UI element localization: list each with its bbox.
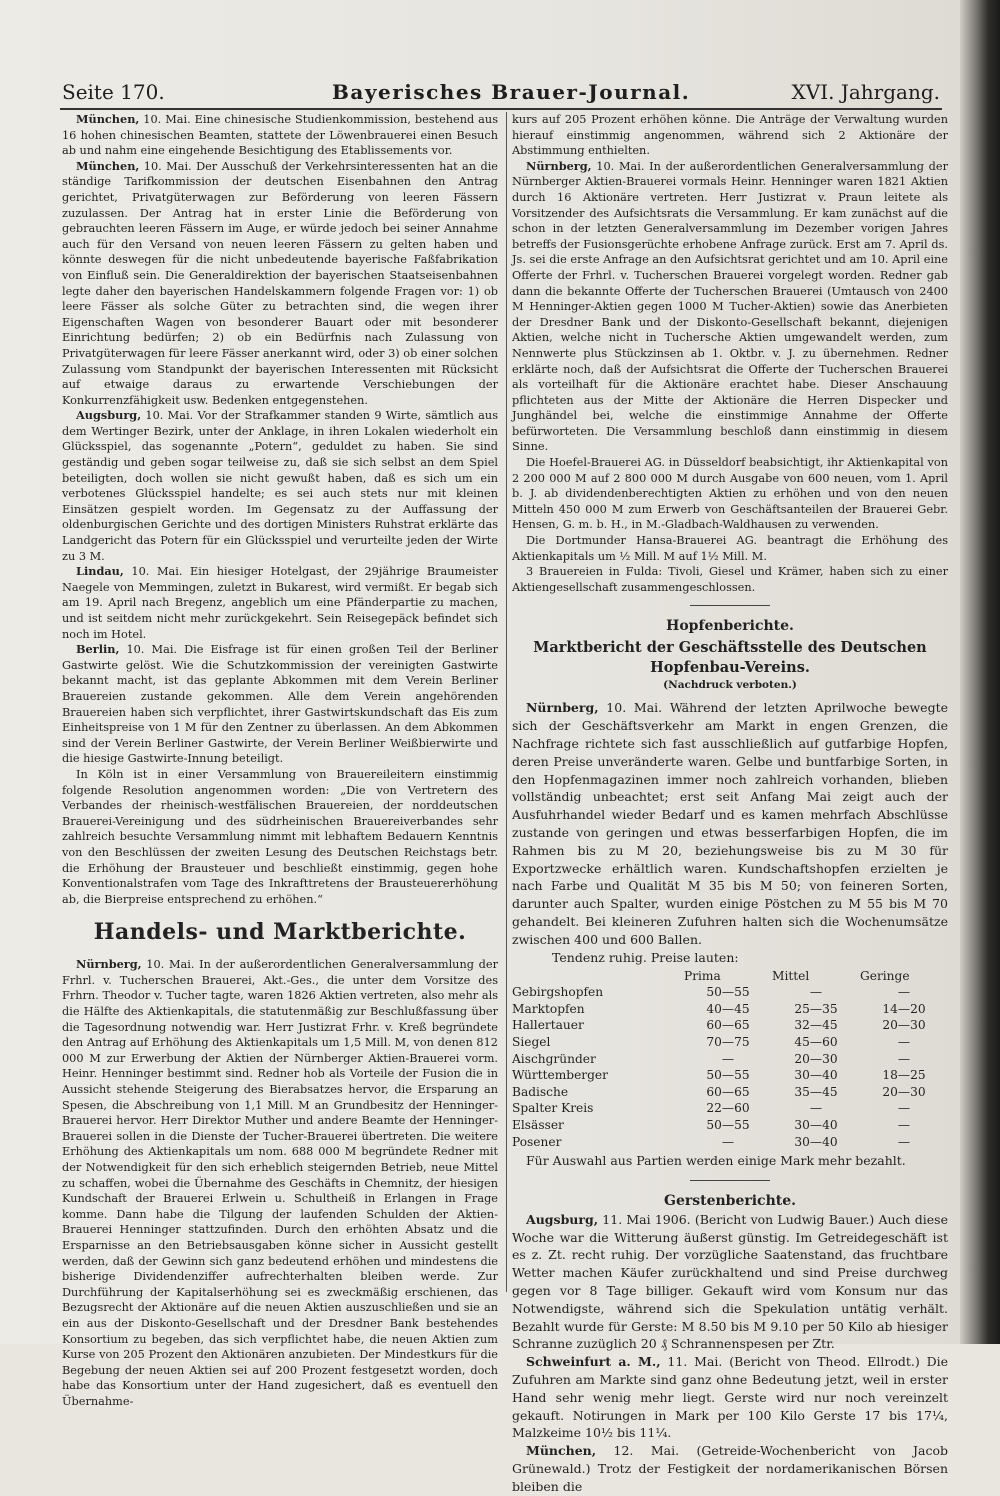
- article-hops-nuernberg: [512, 699, 948, 948]
- hops-note: (Nachdruck verboten.): [663, 679, 797, 692]
- article-barley-schweinfurt: [512, 1353, 948, 1442]
- article-text: 10. Mai. Vor der Strafkammer standen 9 Wirte, sämtlich aus dem Wertinger Bezirk, unter der Anklage, in ihren Lokalen wiederholt ein Glücksspiel, das sogenannte „Potern“, geduldet zu haben. Sie sind geständig und geben sogar teilweise zu, daß sie sich selbst an dem Spiel beteiligten, doch wollen sie nicht gewußt haben, daß es sich um ein verbotenes Glücksspiel handelte; es sei auch stets nur mit kleinen Einsätzen gespielt worden. Im Gegensatz zu der Auffassung der oldenburgischen Gerichte und des dortigen Ministers Ruhstrat erklärte das Landgericht das Potern für ein Glücksspiel und verurteilte jeden der Wirte zu 3 M.: [62, 409, 498, 563]
- dateline: Lindau,: [76, 564, 124, 579]
- price-cell: —: [897, 985, 911, 1000]
- dateline: Nürnberg,: [526, 158, 592, 173]
- hop-variety-cell: Württemberger: [512, 1068, 608, 1083]
- table-header-cell: [512, 968, 684, 985]
- article-berlin: [62, 642, 498, 767]
- article-text: 11. Mai. (Bericht von Theod. Ellrodt.) Die Zufuhren am Markte sind ganz ohne Bedeutung jetzt, weil in erster Hand sehr wenig mehr liegt. Gerste wird nur noch vereinzelt gekauft. Notirungen in Mark per 100 Kilo Gerste 17 bis 17¼, Malzkeime 10½ bis 11¼.: [512, 1354, 948, 1441]
- price-cell: 35—45: [794, 1084, 838, 1099]
- article-nuernberg-tucher: [62, 957, 498, 1409]
- right-column: [512, 112, 948, 1496]
- price-cell: —: [897, 1051, 911, 1066]
- table-row: [512, 1051, 948, 1068]
- price-cell: 45—60: [794, 1034, 838, 1049]
- price-cell: 18—25: [882, 1068, 926, 1083]
- table-row: [512, 1034, 948, 1051]
- article-text: 10. Mai. In der außerordentlichen Generalversammlung der Frhrl. v. Tucherschen Brauerei, Akt.-Ges., die unter dem Vorsitze des Frhrn. Theodor v. Tucher tagte, waren 1826 Aktien vertreten, also mehr als die Hälfte des Aktienkapitals, die statutenmäßig zur Beschlußfassung über die Tagesordnung notwendig war. Herr Justizrat Frhr. v. Kreß begründete den Antrag auf Erhöhung des Aktienkapitals um 1,5 Mill. M, von denen 812 000 M zur Erwerbung der Aktien der Nürnberger Aktien-Brauerei vorm. Heinr. Henninger bestimmt sind. Redner hob als Vorteile der Fusion die in Aussicht stehende Steigerung des Bierabsatzes hervor, die Ersparung an Spesen, die Abschreibung von 1,1 Mill. M an Grundbesitz der Henninger-Brauerei hervor. Herr Direktor Muther und andere Beamte der Henninger-Brauerei sollen in die Dienste der Tucher-Brauerei übertreten. Die weitere Erhöhung des Aktienkapitals um nom. 688 000 M begründete Redner mit der Notwendigkeit für den sich erheblich steigernden Betrieb, neue Mittel zu schaffen, wobei die Übernahme des Geschäfts in Chemnitz, der hiesigen Kundschaft der Brauerei Erlwein u. Schultheiß in Erlangen in Frage komme. Dann habe die Tilgung der laufenden Schulden der Aktien-Brauerei Henninger stattzufinden. Durch den erhöhten Absatz und die Ersparnisse an den Betriebsausgaben könne sicher in Aussicht gestellt werden, daß der Gewinn sich ganz bedeutend erhöhen und mindestens die bisherige Dividendenziffer aufrechterhalten bleiben werde. Zur Durchführung der Kapitalserhöhung sei es zweckmäßig erschienen, das Bezugsrecht der Aktionäre auf die neuen Aktien auszuschließen und sie an ein aus der Diskonto-Gesellschaft und der Dresdner Bank bestehendes Konsortium zu begeben, das sich verpflichtet habe, die neuen Aktien zum Kurse von 205 Prozent den Aktionären anzubieten. Der Mindestkurs für die Begebung der neuen Aktien sei auf 200 Prozent festgesetzt worden, doch habe das Konsortium unter der Hand zugesichert, daß es eventuell den Übernahme-: [62, 958, 498, 1408]
- article-munich-tariff: [62, 159, 498, 409]
- article-text: 12. Mai. (Getreide-Wochenbericht von Jacob Grünewald.) Trotz der Festigkeit der nordamerikanischen Börsen bleiben die: [512, 1443, 948, 1494]
- price-cell: —: [721, 1051, 735, 1066]
- price-cell: —: [897, 1134, 911, 1149]
- table-row: [512, 1134, 948, 1151]
- section-title-trade: Handels- und Marktberichte.: [93, 919, 467, 946]
- price-cell: 20—30: [882, 1018, 926, 1033]
- column-divider: [506, 112, 507, 1292]
- table-row: [512, 1100, 948, 1117]
- hop-price-table: [512, 968, 948, 1151]
- price-cell: 30—40: [794, 1068, 838, 1083]
- price-cell: 40—45: [706, 1001, 750, 1016]
- hops-footer-text: Für Auswahl aus Partien werden einige Mark mehr bezahlt.: [526, 1153, 906, 1169]
- section-rule: [690, 1180, 770, 1181]
- section-title-hops: Hopfenberichte.: [666, 618, 794, 635]
- hop-variety-cell: Elsässer: [512, 1117, 564, 1132]
- article-hansa: Die Dortmunder Hansa-Brauerei AG. beantragt die Erhöhung des Aktienkapitals um ½ Mill. M auf 1½ Mill. M.: [512, 534, 948, 563]
- table-header-cell: Mittel: [772, 968, 810, 983]
- page-header: [62, 78, 940, 106]
- dateline: Augsburg,: [526, 1211, 599, 1227]
- volume-label: XVI. Jahrgang.: [791, 80, 940, 104]
- price-cell: —: [809, 1101, 823, 1116]
- hop-variety-cell: Siegel: [512, 1034, 551, 1049]
- table-row: [512, 1001, 948, 1018]
- hop-variety-cell: Gebirgshopfen: [512, 985, 604, 1000]
- dateline: München,: [526, 1443, 597, 1459]
- article-text: 10. Mai. In der außerordentlichen Generalversammlung der Nürnberger Aktien-Brauerei vormals Heinr. Henninger waren 1821 Aktien durch 16 Aktionäre vertreten. Herr Justizrat v. Praun leitete als Vorsitzender des Aufsichtsrats die Versammlung. Er kam zunächst auf die schon in der letzten Generalversammlung im Dezember vorigen Jahres betreffs der Fusionsgerüchte erhobene Anfrage zurück. Erst am 7. April ds. Js. sei die erste Anfrage an den Aufsichtsrat gerichtet und am 10. April eine Offerte der Frhrl. v. Tucherschen Brauerei vorgelegt worden. Redner gab dann die bekannte Offerte der Tucherschen Brauerei (Umtausch von 2400 M Henninger-Aktien gegen 1000 M Tucher-Aktien) sowie das Anerbieten der Dresdner Bank und der Diskonto-Gesellschaft bekannt, diejenigen Aktien, welche nicht in Tuchersche Aktien umgewandelt werden, zum Nennwerte plus Stückzinsen ab 1. Oktbr. v. J. zu übernehmen. Redner erklärte noch, daß der Aufsichtsrat die Offerte der Tucherschen Brauerei als vorteilhaft für die Aktionäre erachtet habe. Dieser Anschauung pflichteten aus der Mitte der Aktionäre die Herren Dispecker und Junghändel bei, welche die einstimmige Annahme der Offerte befürworteten. Die Versammlung beschloß dann einstimmig in diesem Sinne.: [512, 159, 948, 454]
- price-cell: 50—55: [706, 1068, 750, 1083]
- article-koeln: In Köln ist in einer Versammlung von Brauereileitern einstimmig folgende Resolution angenommen worden: „Die von Vertretern des Verbandes der rheinisch-westfälischen Brauereien, der norddeutschen Brauerei-Vereinigung und des südrheinischen Brauereiverbandes sehr zahlreich besuchte Versammlung nimmt mit lebhaftem Bedauern Kenntnis von den Beschlüssen der zweiten Lesung des Deutschen Reichstags betr. die Erhöhung der Brausteuer und beschließt einstimmig, gegen hohe Konventionalstrafen vom Tage des Inkrafttretens der Brausteuererhöhung ab, die Bierpreise entsprechend zu erhöhen.“: [62, 767, 498, 906]
- hop-variety-cell: Badische: [512, 1084, 569, 1099]
- article-text: 10. Mai. Während der letzten Aprilwoche bewegte sich der Geschäftsverkehr am Markt in engen Grenzen, die Nachfrage richtete sich fast ausschließlich auf gutfarbige Hopfen, deren Preise unveränderte waren. Gelbe und buntfarbige Sorten, in den Hopfenmagazinen immer noch zahlreich vorhanden, blieben vollständig unbeachtet; erst seit Anfang Mai zeigt auch der Ausfuhrhandel wieder Bedarf und es kamen mehrfach Abschlüsse zustande von geringen und etwas besserfarbigen Hopfen, die im Rahmen bis zu M 20, beziehungsweise bis zu M 30 für Exportzwecke erhältlich waren. Kundschaftshopfen erzielten je nach Farbe und Qualität M 35 bis M 50; von feineren Sorten, darunter auch Spalter, wurden einige Pöstchen zu M 55 bis M 70 gehandelt. Bei kleineren Zufuhren halten sich die Wochenumsätze zwischen 400 und 600 Ballen.: [512, 700, 948, 947]
- dateline: Nürnberg,: [526, 700, 599, 716]
- price-cell: —: [897, 1117, 911, 1132]
- price-cell: 60—65: [706, 1084, 750, 1099]
- article-text: 11. Mai 1906. (Bericht von Ludwig Bauer.) Auch diese Woche war die Witterung äußerst günstig. Im Getreidegeschäft ist es z. Zt. recht ruhig. Der vorzügliche Saatenstand, das fruchtbare Wetter machen Käufer zurückhaltend und sind Preise durchweg gegen vor 8 Tage billiger. Gekauft wird vom Konsum nur das Notwendigste, während sich die Spekulation untätig verhält. Bezahlt wurde für Gerste: M 8.50 bis M 9.10 per 50 Kilo ab hiesiger Schranne zuzüglich 20 ₰ Schrannenspesen per Ztr.: [512, 1211, 948, 1352]
- table-row: [512, 984, 948, 1001]
- article-text: 10. Mai. Der Ausschuß der Verkehrsinteressenten hat an die ständige Tarifkommission der deutschen Eisenbahnen den Antrag gerichtet, Privatgüterwagen zur Beförderung von leeren Fässern zuzulassen. Der Antrag hat in erster Linie die Beförderung von gebrauchten leeren Fässern im Auge, er würde jedoch bei seiner Annahme auch für den Versand von neuen leeren Fässern zu gelten haben und könnte deswegen für die nicht unbedeutende bayerische Faßfabrikation von Einfluß sein. Die Generaldirektion der bayerischen Staatseisenbahnen legte daher den bayerischen Handelskammern folgende Fragen vor: 1) ob leere Fässer als solche Güter zu betrachten sind, die wegen ihrer Eigenschaften Wagen von besonderer Bauart oder mit besonderer Einrichtung bedürfen; 2) ob ein Bedürfnis nach Zulassung von Privatgüterwagen für leere Fässer anerkannt wird, oder 3) ob einer solchen Zulassung vom Standpunkt der bayerischen Interessenten mit Rücksicht auf etwaige daraus zu erwartende Verschiebungen der Konkurrenzfähigkeit usw. Bedenken entgegenstehen.: [62, 159, 498, 407]
- table-row: [512, 1084, 948, 1101]
- price-cell: 20—30: [794, 1051, 838, 1066]
- dateline: Nürnberg,: [76, 957, 142, 972]
- table-row: [512, 1067, 948, 1084]
- page-number: Seite 170.: [62, 80, 165, 104]
- journal-title: Bayerisches Brauer-Journal.: [332, 80, 691, 104]
- table-header-cell: Geringe: [860, 968, 910, 983]
- price-cell: 30—40: [794, 1117, 838, 1132]
- hop-variety-cell: Posener: [512, 1134, 562, 1149]
- table-body: [512, 984, 948, 1150]
- table-header-cell: Prima: [684, 968, 721, 983]
- dateline: Berlin,: [76, 642, 120, 657]
- price-cell: 70—75: [706, 1034, 750, 1049]
- price-cell: —: [897, 1101, 911, 1116]
- dateline: München,: [76, 112, 140, 126]
- article-text: 10. Mai. Ein hiesiger Hotelgast, der 29jährige Braumeister Naegele von Memmingen, zuletzt in Bukarest, wird vermißt. Er begab sich am 19. April nach Bregenz, angeblich um eine Pfänderpartie zu machen, und ist seitdem nicht mehr zurückgekehrt. Sein Reisegepäck befindet sich noch im Hotel.: [62, 565, 498, 641]
- article-nuernberg-henninger: [512, 159, 948, 455]
- dateline: München,: [76, 158, 140, 173]
- price-cell: —: [721, 1134, 735, 1149]
- price-cell: 50—55: [706, 985, 750, 1000]
- barley-report: [512, 1211, 948, 1496]
- header-rule: [60, 108, 942, 110]
- hop-variety-cell: Spalter Kreis: [512, 1101, 594, 1116]
- scan-binding-edge: [960, 0, 1000, 1344]
- table-row: [512, 1017, 948, 1034]
- left-column: [62, 112, 498, 1410]
- price-cell: 22—60: [706, 1101, 750, 1116]
- tendency-line: Tendenz ruhig. Preise lauten:: [552, 949, 739, 965]
- section-rule: [690, 605, 770, 606]
- hop-variety-cell: Marktopfen: [512, 1001, 585, 1016]
- dateline: Schweinfurt a. M.,: [526, 1354, 661, 1370]
- article-hoefel: Die Hoefel-Brauerei AG. in Düsseldorf beabsichtigt, ihr Aktienkapital von 2 200 000 M auf 2 800 000 M durch Ausgabe von 600 neuen, vom 1. April b. J. ab dividendenberechtigten Aktien zu erhöhen und von den neuen Mitteln 450 000 M zum Erwerb von Geschäftsanteilen der Brauerei Gebr. Hensen, G. m. b. H., in M.-Gladbach-Waldhausen zu verwenden.: [512, 456, 948, 532]
- price-cell: —: [809, 985, 823, 1000]
- article-text: 10. Mai. Die Eisfrage ist für einen großen Teil der Berliner Gastwirte gelöst. Wie die Schutzkommission der vereinigten Gastwirte bekannt macht, ist das geplante Abkommen mit dem Verein Berliner Brauereien zustande gekommen. Alle dem Verein angehörenden Brauereien haben sich verpflichtet, ihrer Gastwirtskundschaft das Eis zum Einheitspreise von 1 M für den Zentner zu überlassen. An dem Abkommen sind der Verein Berliner Gastwirte, der Verein Berliner Weißbierwirte und die hiesige Gastwirte-Innung beteiligt.: [62, 643, 498, 766]
- article-lindau: [62, 564, 498, 642]
- price-cell: 32—45: [794, 1018, 838, 1033]
- article-barley-muenchen: [512, 1442, 948, 1495]
- table-row: [512, 1117, 948, 1134]
- article-text: 10. Mai. Eine chinesische Studienkommission, bestehend aus 16 hohen chinesischen Beamten, stattete der Löwenbrauerei einen Besuch ab und nahm eine eingehende Besichtigung des Etablissements vor.: [62, 113, 498, 158]
- table-header-row: [512, 968, 948, 985]
- article-augsburg: [62, 408, 498, 564]
- hops-footer: [512, 1152, 948, 1170]
- hop-variety-cell: Hallertauer: [512, 1018, 584, 1033]
- price-cell: 14—20: [882, 1001, 926, 1016]
- dateline: Augsburg,: [76, 408, 142, 423]
- price-cell: 30—40: [794, 1134, 838, 1149]
- article-fulda: 3 Brauereien in Fulda: Tivoli, Giesel und Krämer, haben sich zu einer Aktiengesellschaft zusammengeschlossen.: [512, 565, 948, 594]
- price-cell: 50—55: [706, 1117, 750, 1132]
- price-cell: 20—30: [882, 1084, 926, 1099]
- price-cell: —: [897, 1034, 911, 1049]
- price-cell: 60—65: [706, 1018, 750, 1033]
- hops-subtitle: Marktbericht der Geschäftsstelle des Deutschen Hopfenbau-Vereins.: [533, 639, 927, 677]
- price-cell: 25—35: [794, 1001, 838, 1016]
- hops-report: [512, 699, 948, 948]
- section-title-barley: Gerstenberichte.: [663, 1192, 796, 1209]
- article-munich-chinese: [62, 112, 498, 159]
- article-continuation: kurs auf 205 Prozent erhöhen könne. Die Anträge der Verwaltung wurden hierauf einstimmig angenommen, während sich 2 Aktionäre der Abstimmung enthielten.: [512, 113, 948, 158]
- hop-variety-cell: Aischgründer: [512, 1051, 596, 1066]
- article-barley-augsburg: [512, 1211, 948, 1353]
